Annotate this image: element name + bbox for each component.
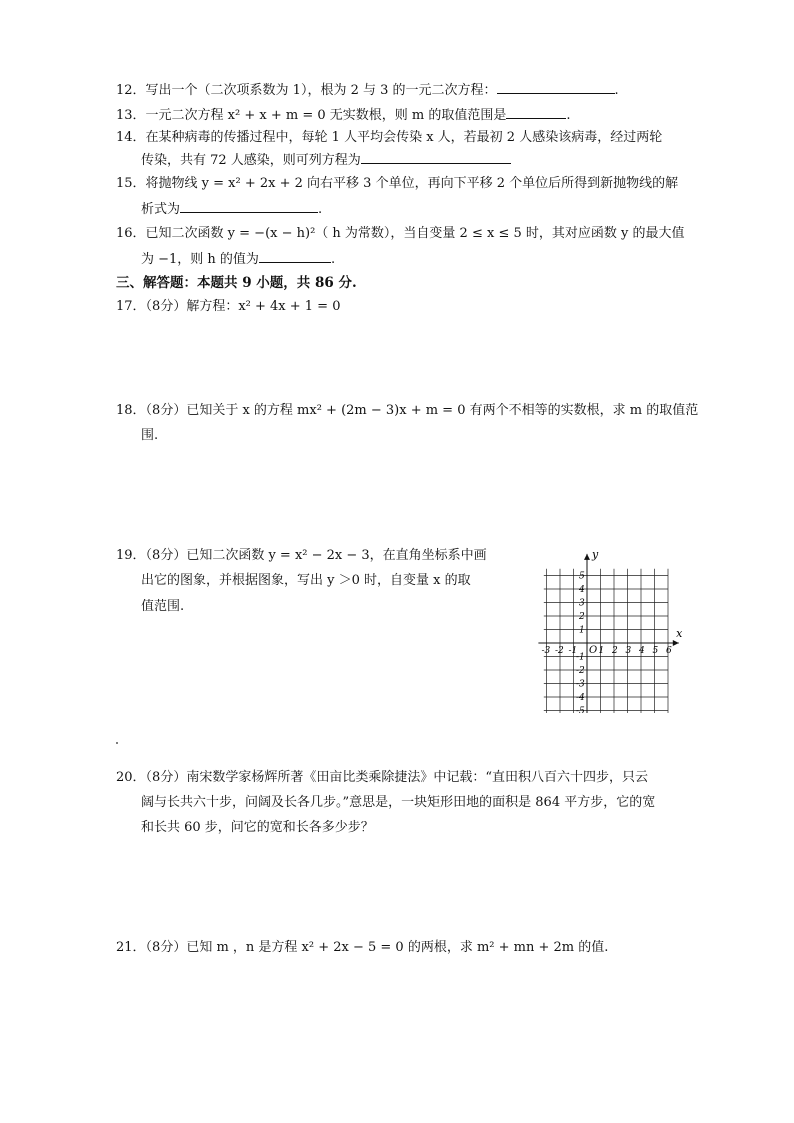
problem-20-line-1: 20．（8分）南宋数学家杨辉所著《田亩比类乘除捷法》中记载：“直田积八百六十四步，只云 bbox=[116, 770, 648, 785]
y-tick-label: -2 bbox=[576, 666, 585, 676]
answer-blank-13[interactable] bbox=[506, 106, 566, 119]
answer-blank-14[interactable] bbox=[361, 151, 511, 164]
answer-blank-12[interactable] bbox=[497, 81, 615, 94]
x-tick-label: -3 bbox=[541, 646, 551, 656]
answer-blank-16[interactable] bbox=[259, 250, 331, 263]
y-axis-arrow bbox=[584, 554, 590, 560]
x-axis-arrow bbox=[673, 640, 679, 646]
problem-18-line-1: 18．（8分）已知关于 x 的方程 mx² + (2m − 3)x + m = 0 有两个不相等的实数根，求 m 的取值范 bbox=[116, 403, 699, 418]
y-tick-label: 1 bbox=[579, 625, 585, 636]
question-13-tail: . bbox=[566, 108, 571, 123]
y-tick-label: 3 bbox=[579, 598, 585, 609]
problem-19-line-3: 值范围. bbox=[141, 599, 185, 614]
y-tick-label: 2 bbox=[579, 612, 585, 622]
question-16-line-2-text: 为 −1，则 h 的值为 bbox=[141, 252, 259, 267]
origin-label: O bbox=[589, 645, 598, 656]
problem-20-line-3: 和长共 60 步，问它的宽和长各多少步？ bbox=[141, 820, 374, 835]
y-tick-label: -4 bbox=[576, 693, 585, 703]
x-tick-label: 1 bbox=[598, 646, 605, 656]
problem-19-line-1: 19．（8分）已知二次函数 y = x² − 2x − 3，在直角坐标系中画 bbox=[116, 548, 487, 563]
problem-20-line-2: 阔与长共六十步，问阔及长各几步。”意思是，一块矩形田地的面积是 864 平方步，它的宽 bbox=[141, 795, 656, 810]
section-3-heading: 三、解答题：本题共 9 小题，共 86 分. bbox=[116, 275, 357, 291]
x-tick-label: 6 bbox=[666, 646, 672, 656]
question-16-tail: . bbox=[330, 252, 336, 267]
stray-dot bbox=[116, 742, 118, 744]
question-12 bbox=[116, 81, 619, 100]
question-14-line-2-text: 传染，共有 72 人感染，则可列方程为 bbox=[141, 153, 361, 168]
y-tick-label: 4 bbox=[579, 585, 585, 595]
x-tick-label: -2 bbox=[555, 646, 564, 656]
problem-18-line-2: 围. bbox=[141, 428, 159, 443]
y-axis-label: y bbox=[592, 547, 599, 561]
problem-17: 17．（8分）解方程：x² + 4x + 1 = 0 bbox=[116, 299, 341, 314]
x-axis-label: x bbox=[676, 627, 683, 640]
question-16-line-1: 16．已知二次函数 y = −(x − h)²（ h 为常数），当自变量 2 ≤ x ≤ 5 时，其对应函数 y 的最大值 bbox=[116, 226, 685, 241]
question-15-line-1: 15．将抛物线 y = x² + 2x + 2 向右平移 3 个单位，再向下平移 2 个单位后所得到新抛物线的解 bbox=[116, 176, 679, 191]
question-15-line-2 bbox=[141, 200, 322, 219]
question-15-tail: . bbox=[318, 202, 323, 217]
question-12-text: 12．写出一个（二次项系数为 1），根为 2 与 3 的一元二次方程： bbox=[116, 83, 497, 98]
answer-blank-15[interactable] bbox=[180, 200, 318, 213]
x-tick-label: 3 bbox=[625, 646, 632, 656]
question-13-text: 13．一元二次方程 x² + x + m = 0 无实数根，则 m 的取值范围是 bbox=[116, 108, 507, 123]
y-tick-label: 5 bbox=[579, 571, 585, 582]
y-tick-label: -3 bbox=[576, 679, 585, 690]
x-tick-label: 4 bbox=[639, 646, 645, 656]
x-tick-label: 2 bbox=[612, 646, 618, 656]
question-12-tail: . bbox=[614, 83, 619, 98]
x-tick-label: 5 bbox=[652, 646, 659, 656]
problem-21: 21．（8分）已知 m ，n 是方程 x² + 2x − 5 = 0 的两根，求 m² + mn + 2m 的值. bbox=[116, 940, 609, 955]
question-16-line-2 bbox=[141, 250, 335, 269]
question-13 bbox=[116, 106, 570, 125]
y-tick-label: -1 bbox=[576, 652, 585, 663]
coordinate-grid[interactable] bbox=[530, 543, 710, 713]
problem-19-line-2: 出它的图象，并根据图象，写出 y ＞0 时，自变量 x 的取 bbox=[141, 573, 471, 588]
y-tick-label: -5 bbox=[576, 706, 585, 713]
question-14-line-1: 14．在某种病毒的传播过程中，每轮 1 人平均会传染 x 人，若最初 2 人感染该病毒，经过两轮 bbox=[116, 130, 663, 145]
question-15-line-2-text: 析式为 bbox=[141, 202, 181, 217]
question-14-line-2 bbox=[141, 151, 511, 170]
x-tick-label: -1 bbox=[568, 646, 578, 656]
